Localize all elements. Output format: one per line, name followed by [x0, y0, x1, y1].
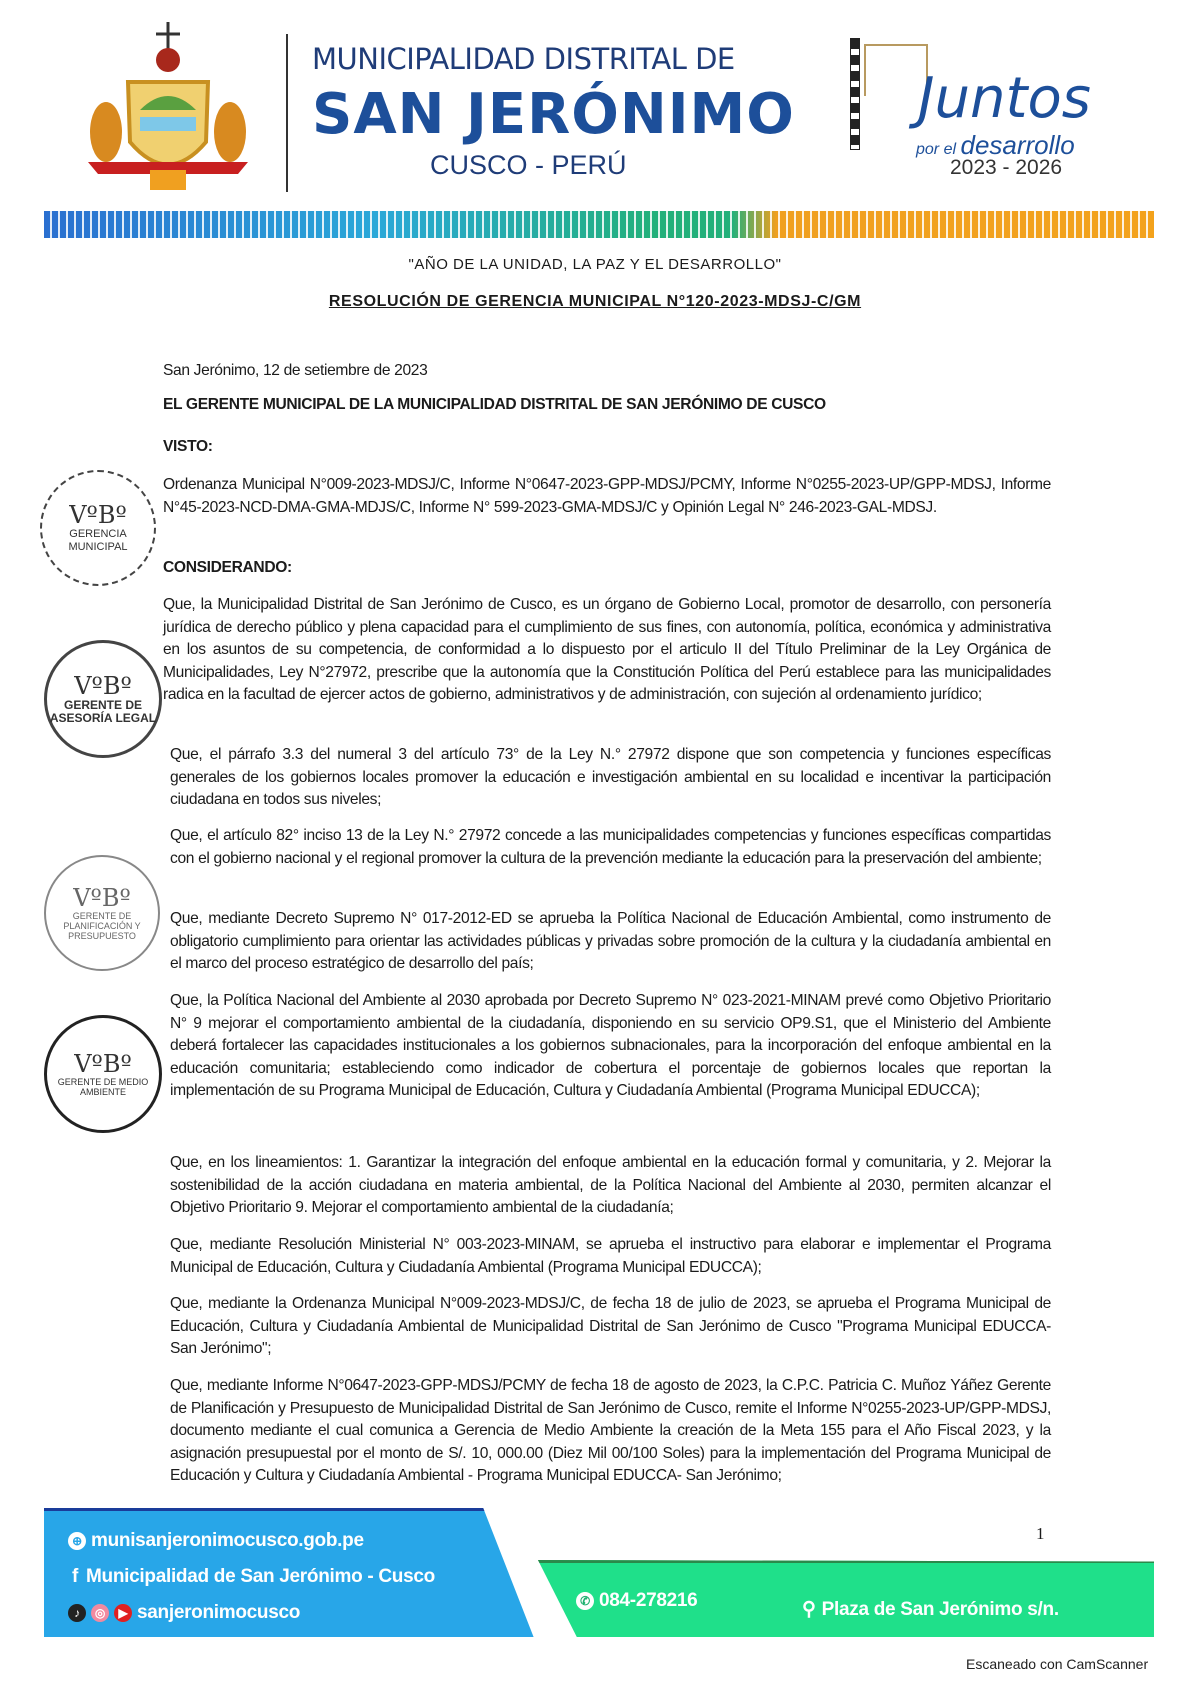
- header-divider: [286, 34, 288, 192]
- juntos-logo: [848, 38, 1118, 188]
- paragraph: Que, el artículo 82° inciso 13 de la Ley N.° 27972 concede a las municipalidades competencias y funciones específicas compartidas con el gobierno nacional y el regional promover la cultura de la prevención mediante la educación para la preservación del ambiente;: [170, 827, 1051, 867]
- facebook-icon: f: [72, 1566, 79, 1587]
- tagline-main: desarrollo: [960, 130, 1075, 160]
- footer-facebook[interactable]: [72, 1566, 435, 1588]
- resolution-title: RESOLUCIÓN DE GERENCIA MUNICIPAL N°120-2023-MDSJ-C/GM: [328, 293, 862, 310]
- stamp-vb: VºBº: [74, 672, 132, 700]
- issuer-heading: EL GERENTE MUNICIPAL DE LA MUNICIPALIDAD DISTRITAL DE SAN JERÓNIMO DE CUSCO: [163, 396, 826, 413]
- paragraph: Que, mediante Informe N°0647-2023-GPP-MDSJ/PCMY de fecha 18 de agosto de 2023, la C.P.C. Patricia C. Muñoz Yáñez Gerente de Planificación y Presupuesto de Municipalidad Distrital de San Jerónimo de Cusco, remite el Informe N°0255-2023-UP/GPP-MDSJ, documento mediante el cual comunica a Gerencia de Medio Ambiente la creación de la Meta 155 para el Año Fiscal 2023, y la asignación presupuestal por el monto de S/. 10, 000.00 (Diez Mil 00/100 Soles) para la implementación del Programa Municipal de Educación y Cultura y Ciudadanía Ambiental - Programa Municipal EDUCCA- San Jerónimo;: [170, 1377, 1051, 1484]
- footer-address: [802, 1598, 1059, 1621]
- date-line: San Jerónimo, 12 de setiembre de 2023: [163, 362, 428, 379]
- approval-stamp-legal: [44, 640, 162, 758]
- stamp-vb: VºBº: [73, 884, 131, 912]
- coat-of-arms-logo: [78, 22, 258, 192]
- paragraph: Que, mediante Resolución Ministerial N° 003-2023-MINAM, se aprueba el instructivo para elaborar e implementar el Programa Municipal de Educación, Cultura y Ciudadanía Ambiental (Programa Municipal EDUCCA);: [170, 1236, 1051, 1276]
- considerando-heading: CONSIDERANDO:: [163, 559, 292, 576]
- term-years: 2023 - 2026: [950, 156, 1063, 179]
- website-text: munisanjeronimocusco.gob.pe: [91, 1530, 364, 1551]
- phone-icon: ✆: [576, 1592, 594, 1610]
- stamp-label: GERENCIA MUNICIPAL: [68, 528, 128, 553]
- flag-pole-icon: [850, 38, 860, 150]
- municipality-name: SAN JERÓNIMO: [312, 82, 795, 147]
- paragraph: Que, la Municipalidad Distrital de San Jerónimo de Cusco, es un órgano de Gobierno Local, promotor de desarrollo, con personería jurídica de derecho público y plena capacidad para el cumplimiento de sus fines, con autonomía, política, económica y administrativa en los asuntos de su competencia, de conformidad a lo dispuesto por el articulo II del Título Preliminar de la Ley Orgánica de Municipalidades, Ley N°27972, prescribe que la autonomía que la Constitución Política del Perú establece para las municipalidades radica en la facultad de ejercer actos de gobierno, administrativos y de administración, con sujeción al ordenamiento jurídico;: [163, 596, 1051, 703]
- paragraph: Que, el párrafo 3.3 del numeral 3 del artículo 73° de la Ley N.° 27972 dispone que son competencia y funciones específicas generales de los gobiernos locales promover la educación e investigación ambiental en su localidad e incentivar la participación ciudadana en todos sus niveles;: [170, 746, 1051, 808]
- stamp-vb: VºBº: [74, 1050, 132, 1078]
- page-number: 1: [1036, 1524, 1045, 1543]
- visto-text: Ordenanza Municipal N°009-2023-MDSJ/C, Informe N°0647-2023-GPP-MDSJ/PCMY, Informe N°0255-2023-UP/GPP-MDSJ, Informe N°45-2023-NCD-DMA-GMA-MDJS/C, Informe N° 599-2023-GMA-MDSJ/C y Opinión Legal N° 246-2023-GAL-MDSJ.: [163, 476, 1051, 516]
- footer-social[interactable]: [68, 1602, 300, 1624]
- footer-phone[interactable]: [576, 1590, 697, 1612]
- visto-heading: VISTO:: [163, 438, 213, 455]
- globe-icon: ⊕: [68, 1532, 86, 1550]
- address-text: Plaza de San Jerónimo s/n.: [821, 1599, 1059, 1620]
- scanner-watermark: Escaneado con CamScanner: [966, 1656, 1149, 1672]
- facebook-text: Municipalidad de San Jerónimo - Cusco: [86, 1566, 435, 1587]
- location-pin-icon: ⚲: [802, 1599, 816, 1620]
- tiktok-icon: ♪: [68, 1604, 86, 1622]
- approval-stamp-environment: [44, 1015, 162, 1133]
- approval-stamp-planning: [44, 855, 160, 971]
- year-motto: "AÑO DE LA UNIDAD, LA PAZ Y EL DESARROLLO": [408, 256, 782, 273]
- paragraph: Que, la Política Nacional del Ambiente al 2030 aprobada por Decreto Supremo N° 023-2021-MINAM prevé como Objetivo Prioritario N° 9 mejorar el comportamiento ambiental de la ciudadanía, disponiendo en su servicio OP9.S1, que el Ministerio del Ambiente deberá fortalecer las capacidades institucionales a los gobiernos subnacionales, para la incorporación del enfoque ambiental en la educación comunitaria; estableciendo como indicador de cobertura el porcentaje de gobiernos locales que reportan la implementación de su Programa Municipal de Educación, Cultura y Ciudadanía Ambiental (Programa Municipal EDUCCA);: [170, 992, 1051, 1099]
- juntos-word: Juntos: [918, 66, 1091, 131]
- paragraph: Que, mediante la Ordenanza Municipal N°009-2023-MDSJ/C, de fecha 18 de julio de 2023, se aprueba el Programa Municipal de Educación, Cultura y Ciudadanía Ambiental de Municipalidad Distrital de San Jerónimo de Cusco "Programa Municipal EDUCCA- San Jerónimo";: [170, 1295, 1051, 1357]
- youtube-icon: ▶: [114, 1604, 132, 1622]
- paragraph: Que, mediante Decreto Supremo N° 017-2012-ED se aprueba la Política Nacional de Educación Ambiental, como instrumento de obligatorio cumplimiento para orientar las actividades públicas y privadas sobre promoción de la cultura y la ciudadanía ambiental en el marco del proceso estratégico de desarrollo del país;: [170, 910, 1051, 972]
- stamp-vb: VºBº: [69, 501, 127, 529]
- phone-text: 084-278216: [599, 1590, 698, 1611]
- paragraph: Que, en los lineamientos: 1. Garantizar la integración del enfoque ambiental en la educación formal y comunitaria, y 2. Mejorar la sostenibilidad de la acción ciudadana en materia ambiental, de la Política Nacional del Ambiente al 2030, permiten alcanzar el Objetivo Prioritario 9. Mejorar el comportamiento ambiental de la ciudadanía;: [170, 1154, 1051, 1216]
- footer-website[interactable]: [68, 1530, 364, 1552]
- municipality-line1: MUNICIPALIDAD DISTRITAL DE: [312, 42, 735, 76]
- tagline-small: por el: [916, 141, 957, 158]
- stamp-label: GERENTE DE MEDIO AMBIENTE: [57, 1077, 149, 1097]
- stamp-label: GERENTE DE PLANIFICACIÓN Y PRESUPUESTO: [63, 911, 141, 941]
- stamp-label: GERENTE DE ASESORÍA LEGAL: [49, 698, 157, 725]
- instagram-icon: ◎: [91, 1604, 109, 1622]
- municipality-location: CUSCO - PERÚ: [430, 150, 627, 180]
- decorative-pattern-band: [44, 211, 1154, 238]
- social-text: sanjeronimocusco: [137, 1602, 301, 1623]
- approval-stamp-gerencia: [40, 470, 156, 586]
